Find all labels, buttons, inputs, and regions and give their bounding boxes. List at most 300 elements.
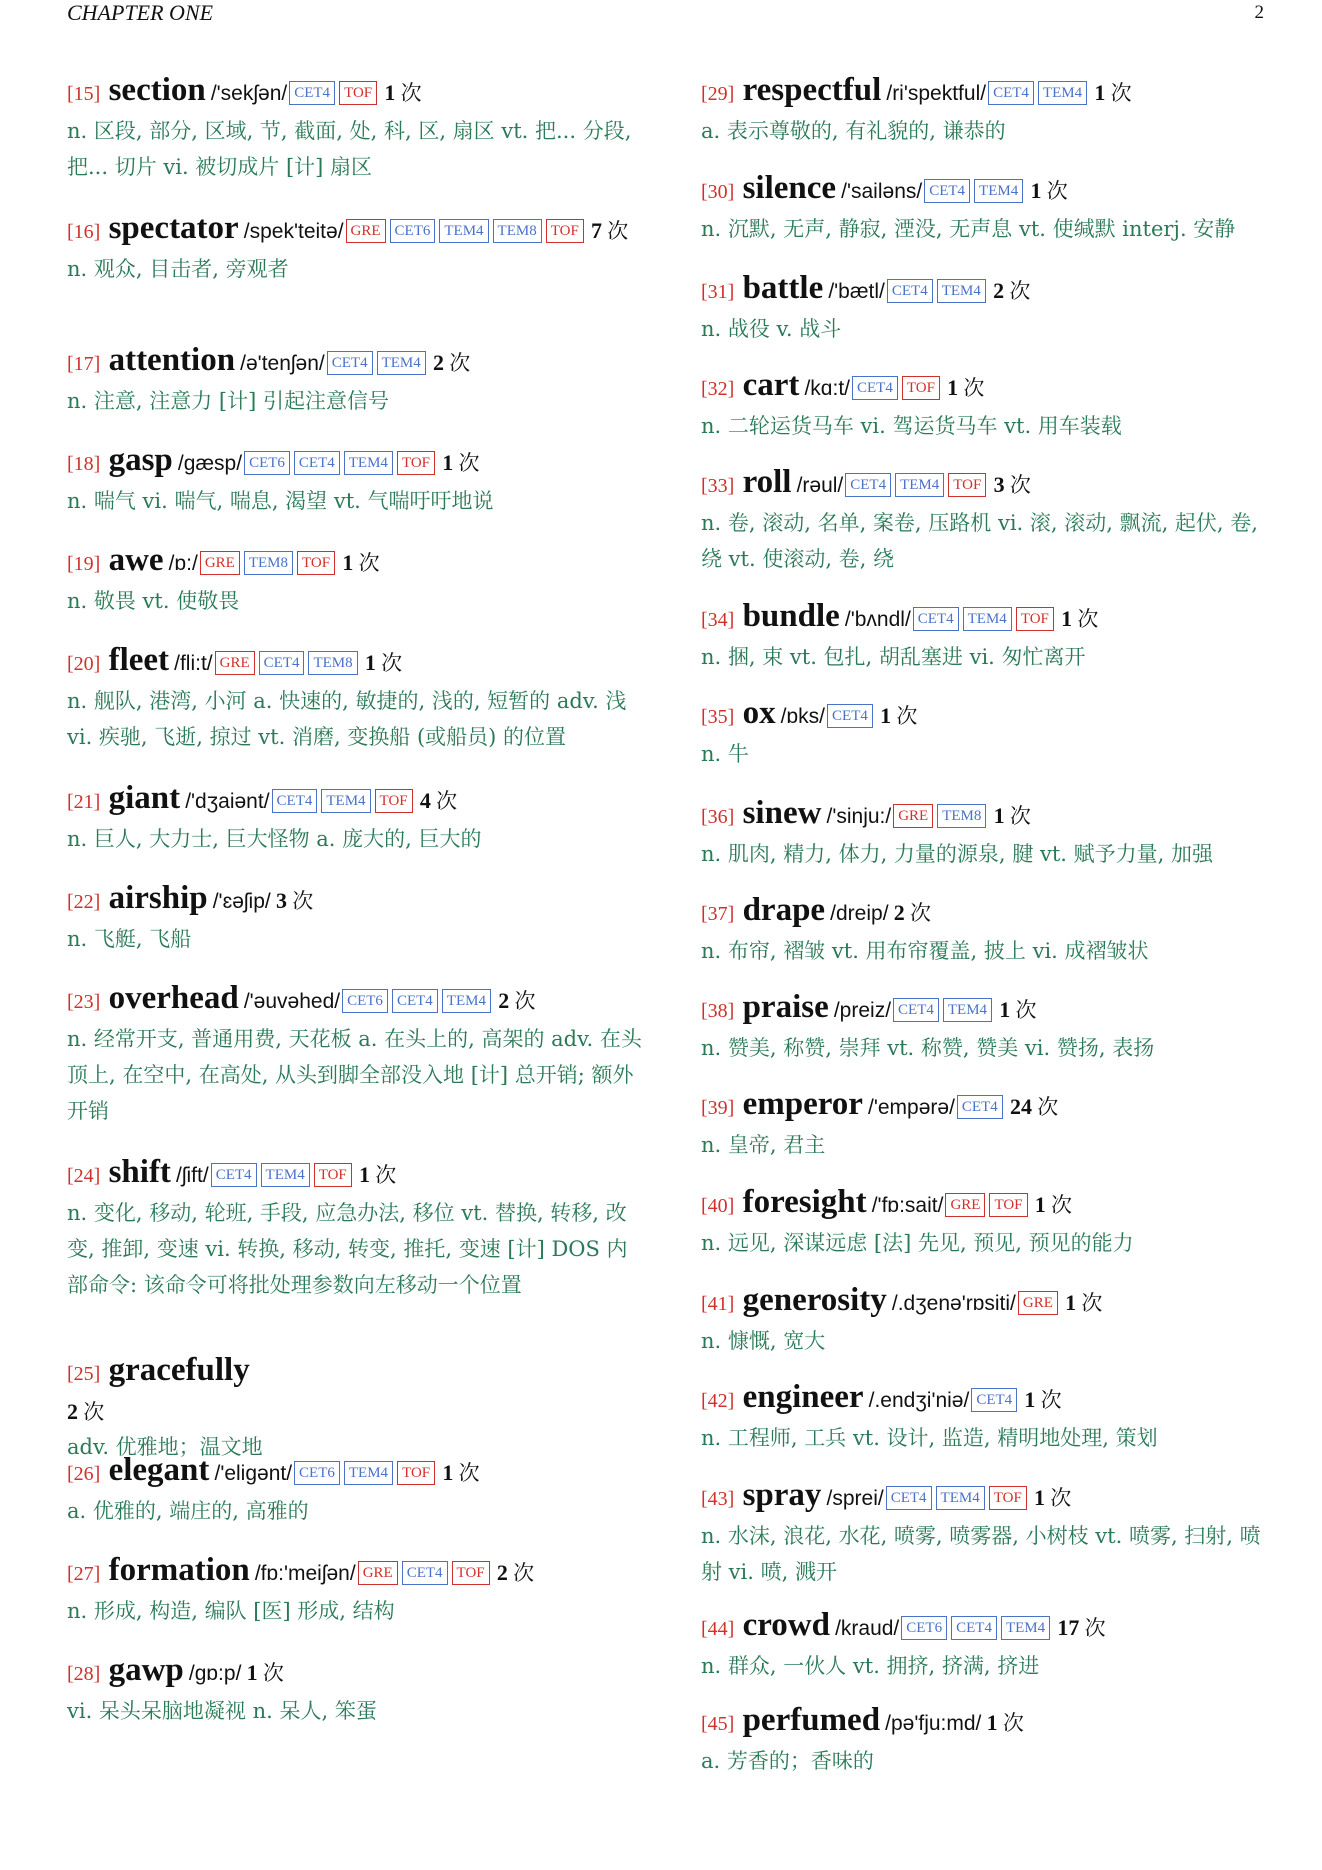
- entry-number: [35]: [701, 706, 735, 728]
- headword: attention: [100, 342, 236, 378]
- entry-number: [28]: [67, 1663, 101, 1685]
- dictionary-entry: [67, 978, 647, 1129]
- phonetic: /ri'spektful/: [886, 82, 987, 105]
- frequency-unit: 次: [458, 1461, 480, 1485]
- entry-headline: [701, 462, 1281, 507]
- phonetic: /spek'teitə/: [243, 220, 344, 243]
- frequency-count: [1030, 1193, 1073, 1217]
- frequency-unit: 次: [262, 1661, 284, 1685]
- exam-tag-badge: TOF: [397, 451, 435, 475]
- dictionary-entry: [67, 540, 647, 619]
- exam-tag-badge: GRE: [945, 1193, 985, 1217]
- frequency-unit: 次: [375, 1163, 397, 1187]
- exam-tag-badge: CET6: [901, 1616, 947, 1640]
- headword: silence: [734, 170, 837, 206]
- entry-number: [25]: [67, 1363, 101, 1385]
- headword: formation: [100, 1552, 250, 1588]
- frequency-count: [241, 1661, 284, 1685]
- frequency-unit: 次: [358, 551, 380, 575]
- headword: generosity: [734, 1282, 887, 1318]
- dictionary-entry: [701, 1700, 1281, 1779]
- exam-tag-badge: GRE: [346, 219, 386, 243]
- phonetic: /ɒ:/: [168, 552, 198, 575]
- exam-tag-badge: CET4: [988, 81, 1034, 105]
- entry-headline: [67, 340, 647, 385]
- exam-tag-badge: TEM4: [1038, 81, 1087, 105]
- headword: gracefully: [100, 1352, 250, 1388]
- exam-tag-badge: CET4: [327, 351, 373, 375]
- exam-tag-badge: TEM8: [244, 551, 293, 575]
- entry-headline: [67, 1450, 647, 1495]
- headword: sinew: [734, 795, 822, 831]
- exam-tag-badge: CET6: [244, 451, 290, 475]
- frequency-unit: 次: [1002, 1711, 1024, 1735]
- phonetic: /fli:t/: [174, 652, 213, 675]
- headword: overhead: [100, 980, 239, 1016]
- entry-headline: [701, 1084, 1281, 1129]
- frequency-count: [271, 889, 314, 913]
- entry-number: [22]: [67, 891, 101, 913]
- definition-text: n. 慷慨, 宽大: [701, 1329, 826, 1353]
- entry-number: [34]: [701, 609, 735, 631]
- phonetic: /.endʒi'niə/: [868, 1389, 970, 1412]
- frequency-unit: 次: [607, 219, 629, 243]
- definition-text: adv. 优雅地；温文地: [67, 1435, 263, 1459]
- entry-number: [33]: [701, 475, 735, 497]
- definition-text: n. 工程师, 工兵 vt. 设计, 监造, 精明地处理, 策划: [701, 1426, 1158, 1450]
- definition-text: n. 沉默, 无声, 静寂, 湮没, 无声息 vt. 使缄默 interj. 安静: [701, 217, 1236, 241]
- frequency-number: 1: [1030, 178, 1042, 203]
- headword: cart: [734, 367, 800, 403]
- exam-tag-badge: CET4: [924, 179, 970, 203]
- exam-tag-badge: CET4: [845, 473, 891, 497]
- frequency-unit: 次: [896, 704, 918, 728]
- phonetic: /kraud/: [835, 1617, 900, 1640]
- entry-headline: [701, 365, 1281, 410]
- frequency-number: 1: [1034, 1192, 1046, 1217]
- frequency-number: 1: [1065, 1290, 1077, 1315]
- phonetic: /'eligənt/: [214, 1462, 293, 1485]
- entry-number: [20]: [67, 653, 101, 675]
- entry-number: [26]: [67, 1463, 101, 1485]
- frequency-number: 3: [275, 888, 287, 913]
- definition-text: n. 群众, 一伙人 vt. 拥挤, 挤满, 挤进: [701, 1654, 1040, 1678]
- headword: foresight: [734, 1184, 867, 1220]
- frequency-unit: 次: [458, 451, 480, 475]
- dictionary-entry: [701, 1084, 1281, 1163]
- dictionary-entry: [701, 365, 1281, 444]
- definition-text: n. 观众, 目击者, 旁观者: [67, 257, 289, 281]
- entry-headline: [701, 168, 1281, 213]
- frequency-unit: 次: [963, 376, 985, 400]
- phonetic: /'sekʃən/: [210, 82, 288, 105]
- exam-tag-badge: TEM4: [321, 789, 370, 813]
- frequency-count: [981, 1711, 1024, 1735]
- phonetic: /'fɒ:sait/: [871, 1194, 944, 1217]
- exam-tag-badge: TOF: [397, 1461, 435, 1485]
- frequency-number: 1: [442, 450, 454, 475]
- entry-headline: [67, 70, 647, 115]
- frequency-unit: 次: [1110, 81, 1132, 105]
- entry-headline: [701, 70, 1281, 115]
- frequency-count: [1019, 1388, 1062, 1412]
- definition-text: n. 巨人, 大力士, 巨大怪物 a. 庞大的, 巨大的: [67, 827, 482, 851]
- frequency-number: 3: [993, 472, 1005, 497]
- entry-number: [37]: [701, 903, 735, 925]
- frequency-line: [67, 1395, 647, 1431]
- frequency-number: 1: [442, 1460, 454, 1485]
- frequency-count: [415, 789, 458, 813]
- frequency-unit: 次: [1015, 998, 1037, 1022]
- frequency-number: 1: [364, 650, 376, 675]
- entry-number: [39]: [701, 1097, 735, 1119]
- definition-text: n. 赞美, 称赞, 崇拜 vt. 称赞, 赞美 vi. 赞扬, 表扬: [701, 1036, 1155, 1060]
- exam-tag-badge: TOF: [375, 789, 413, 813]
- phonetic: /kɑ:t/: [804, 377, 850, 400]
- entry-headline: [701, 1182, 1281, 1227]
- frequency-count: [875, 704, 918, 728]
- exam-tag-badge: CET4: [294, 451, 340, 475]
- frequency-count: [428, 351, 471, 375]
- entry-headline: [67, 208, 647, 253]
- exam-tag-badge: TEM4: [439, 219, 488, 243]
- entry-headline: [67, 778, 647, 823]
- entry-headline: [701, 268, 1281, 313]
- entry-headline: [67, 1550, 647, 1595]
- exam-tag-badge: CET4: [259, 651, 305, 675]
- definition-text: n. 飞艇, 飞船: [67, 927, 192, 951]
- headword: spray: [734, 1477, 822, 1513]
- entry-headline: [701, 1475, 1281, 1520]
- frequency-number: 1: [999, 997, 1011, 1022]
- dictionary-entry: [701, 987, 1281, 1066]
- entry-number: [15]: [67, 83, 101, 105]
- frequency-count: [1052, 1616, 1106, 1640]
- phonetic: /'sailəns/: [841, 180, 923, 203]
- headword: emperor: [734, 1086, 863, 1122]
- headword: praise: [734, 989, 829, 1025]
- frequency-count: [67, 1400, 104, 1424]
- entry-number: [24]: [67, 1165, 101, 1187]
- exam-tag-badge: TEM4: [963, 607, 1012, 631]
- entry-number: [17]: [67, 353, 101, 375]
- dictionary-entry: [67, 778, 647, 857]
- frequency-number: 1: [359, 1162, 371, 1187]
- entry-number: [43]: [701, 1488, 735, 1510]
- entry-number: [41]: [701, 1293, 735, 1315]
- frequency-unit: 次: [381, 651, 403, 675]
- exam-tag-badge: GRE: [893, 804, 933, 828]
- exam-tag-badge: GRE: [358, 1561, 398, 1585]
- dictionary-entry: [67, 208, 647, 287]
- dictionary-entry: [701, 693, 1281, 772]
- frequency-number: 2: [498, 988, 510, 1013]
- entry-number: [40]: [701, 1195, 735, 1217]
- dictionary-entry: [701, 1280, 1281, 1359]
- frequency-number: 4: [419, 788, 431, 813]
- exam-tag-badge: TEM4: [1001, 1616, 1050, 1640]
- exam-tag-badge: CET4: [272, 789, 318, 813]
- phonetic: /'bʌndl/: [844, 608, 911, 631]
- frequency-count: [1056, 607, 1099, 631]
- entry-headline: [701, 1377, 1281, 1422]
- definition-text: n. 战役 v. 战斗: [701, 317, 842, 341]
- definition-text: n. 敬畏 vt. 使敬畏: [67, 589, 240, 613]
- frequency-number: 2: [993, 278, 1005, 303]
- frequency-unit: 次: [1040, 1388, 1062, 1412]
- headword: drape: [734, 892, 826, 928]
- headword: airship: [100, 880, 208, 916]
- frequency-count: [586, 219, 629, 243]
- headword: roll: [734, 464, 792, 500]
- dictionary-entry: [67, 340, 647, 419]
- exam-tag-badge: TEM4: [344, 451, 393, 475]
- frequency-number: 1: [947, 375, 959, 400]
- entry-headline: [67, 540, 647, 585]
- entry-headline: [67, 440, 647, 485]
- exam-tag-badge: CET6: [342, 989, 388, 1013]
- dictionary-entry: [67, 1152, 647, 1303]
- headword: awe: [100, 542, 164, 578]
- entry-number: [19]: [67, 553, 101, 575]
- entry-headline: [67, 1350, 647, 1395]
- frequency-count: [988, 804, 1031, 828]
- phonetic: /'əuvəhed/: [243, 990, 341, 1013]
- exam-tag-badge: TOF: [948, 473, 986, 497]
- exam-tag-badge: CET4: [951, 1616, 997, 1640]
- headword: giant: [100, 780, 181, 816]
- entry-headline: [701, 1280, 1281, 1325]
- exam-tag-badge: TOF: [546, 219, 584, 243]
- entry-headline: [67, 1152, 647, 1197]
- frequency-count: [354, 1163, 397, 1187]
- entry-number: [32]: [701, 378, 735, 400]
- dictionary-entry: [67, 640, 647, 755]
- frequency-unit: 次: [400, 81, 422, 105]
- frequency-unit: 次: [1046, 179, 1068, 203]
- dictionary-entry: [701, 462, 1281, 577]
- dictionary-entry: [67, 878, 647, 957]
- dictionary-entry: [67, 70, 647, 185]
- definition-text: a. 芳香的；香味的: [701, 1749, 874, 1773]
- definition-text: n. 二轮运货马车 vi. 驾运货马车 vt. 用车装载: [701, 414, 1122, 438]
- frequency-number: 1: [246, 1660, 258, 1685]
- headword: battle: [734, 270, 824, 306]
- entry-headline: [701, 693, 1281, 738]
- definition-text: n. 卷, 滚动, 名单, 案卷, 压路机 vi. 滚, 滚动, 飘流, 起伏, 卷, 绕 vt. 使滚动, 卷, 绕: [701, 511, 1258, 571]
- entry-number: [44]: [701, 1618, 735, 1640]
- frequency-count: [1060, 1291, 1103, 1315]
- dictionary-entry: [701, 1377, 1281, 1456]
- exam-tag-badge: TEM8: [493, 219, 542, 243]
- phonetic: /ə'tenʃən/: [240, 352, 325, 375]
- frequency-number: 2: [893, 900, 905, 925]
- entry-number: [30]: [701, 181, 735, 203]
- exam-tag-badge: CET4: [913, 607, 959, 631]
- dictionary-entry: [701, 1182, 1281, 1261]
- frequency-unit: 次: [1009, 473, 1031, 497]
- entry-number: [36]: [701, 806, 735, 828]
- headword: elegant: [100, 1452, 210, 1488]
- exam-tag-badge: TEM4: [974, 179, 1023, 203]
- dictionary-entry: [701, 168, 1281, 247]
- exam-tag-badge: TEM4: [377, 351, 426, 375]
- definition-text: n. 变化, 移动, 轮班, 手段, 应急办法, 移位 vt. 替换, 转移, 改变, 推卸, 变速 vi. 转换, 移动, 转变, 推托, 变速 [计] DOS 内部命令: 该命令可将批处理参数向左移动一个位置: [67, 1201, 628, 1297]
- exam-tag-badge: CET4: [289, 81, 335, 105]
- dictionary-entry: [701, 793, 1281, 872]
- exam-tag-badge: TOF: [452, 1561, 490, 1585]
- exam-tag-badge: CET4: [887, 279, 933, 303]
- exam-tag-badge: CET4: [392, 989, 438, 1013]
- definition-text: a. 优雅的, 端庄的, 高雅的: [67, 1499, 309, 1523]
- frequency-count: [492, 1561, 535, 1585]
- dictionary-entry: [67, 1650, 647, 1729]
- frequency-unit: 次: [1009, 804, 1031, 828]
- frequency-unit: 次: [1009, 279, 1031, 303]
- definition-text: n. 注意, 注意力 [计] 引起注意信号: [67, 389, 389, 413]
- definition-text: n. 肌肉, 精力, 体力, 力量的源泉, 腱 vt. 赋予力量, 加强: [701, 842, 1213, 866]
- entry-number: [29]: [701, 83, 735, 105]
- dictionary-entry: [67, 1450, 647, 1529]
- frequency-count: [493, 989, 536, 1013]
- headword: ox: [734, 695, 776, 731]
- entry-headline: [67, 978, 647, 1023]
- frequency-count: [942, 376, 985, 400]
- headword: respectful: [734, 72, 882, 108]
- frequency-count: [379, 81, 422, 105]
- headword: bundle: [734, 598, 840, 634]
- frequency-unit: 次: [292, 889, 314, 913]
- exam-tag-badge: GRE: [1018, 1291, 1058, 1315]
- frequency-unit: 次: [436, 789, 458, 813]
- frequency-count: [1029, 1486, 1072, 1510]
- definition-text: n. 经常开支, 普通用费, 天花板 a. 在头上的, 高架的 adv. 在头顶上, 在空中, 在高处, 从头到脚全部没入地 [计] 总开销; 额外开销: [67, 1027, 642, 1123]
- page-number: 2: [1254, 2, 1264, 23]
- exam-tag-badge: TEM4: [344, 1461, 393, 1485]
- frequency-count: [437, 1461, 480, 1485]
- phonetic: /preiz/: [833, 999, 892, 1022]
- phonetic: /'ɛəʃip/: [212, 890, 271, 913]
- entry-headline: [701, 1700, 1281, 1745]
- frequency-count: [360, 651, 403, 675]
- phonetic: /'dʒaiənt/: [185, 790, 270, 813]
- exam-tag-badge: TEM4: [936, 1486, 985, 1510]
- entry-number: [21]: [67, 791, 101, 813]
- entry-headline: [701, 890, 1281, 935]
- definition-text: n. 捆, 束 vt. 包扎, 胡乱塞进 vi. 匆忙离开: [701, 645, 1086, 669]
- exam-tag-badge: TOF: [902, 376, 940, 400]
- entry-headline: [701, 987, 1281, 1032]
- headword: gawp: [100, 1652, 184, 1688]
- exam-tag-badge: CET4: [957, 1095, 1003, 1119]
- definition-text: n. 喘气 vi. 喘气, 喘息, 渴望 vt. 气喘吁吁地说: [67, 489, 494, 513]
- exam-tag-badge: TOF: [989, 1193, 1027, 1217]
- frequency-unit: 次: [513, 1561, 535, 1585]
- dictionary-entry: [701, 596, 1281, 675]
- frequency-unit: 次: [1037, 1095, 1059, 1119]
- exam-tag-badge: CET4: [827, 704, 873, 728]
- frequency-number: 17: [1057, 1615, 1080, 1640]
- frequency-number: 1: [880, 703, 892, 728]
- definition-text: n. 远见, 深谋远虑 [法] 先见, 预见, 预见的能力: [701, 1231, 1134, 1255]
- headword: crowd: [734, 1607, 830, 1643]
- phonetic: /gɒ:p/: [188, 1662, 242, 1685]
- exam-tag-badge: CET4: [971, 1388, 1017, 1412]
- phonetic: /'sinju:/: [826, 805, 892, 828]
- frequency-number: 1: [986, 1710, 998, 1735]
- frequency-unit: 次: [83, 1400, 105, 1424]
- phonetic: /.dʒenə'rɒsiti/: [891, 1292, 1016, 1315]
- phonetic: /'bætl/: [828, 280, 885, 303]
- entry-headline: [701, 596, 1281, 641]
- frequency-count: [437, 451, 480, 475]
- entry-headline: [701, 1605, 1281, 1650]
- phonetic: /rəul/: [796, 474, 844, 497]
- exam-tag-badge: CET4: [852, 376, 898, 400]
- frequency-number: 24: [1010, 1094, 1032, 1119]
- dictionary-entry: [701, 1605, 1281, 1684]
- exam-tag-badge: TEM4: [895, 473, 944, 497]
- frequency-count: [1025, 179, 1068, 203]
- phonetic: /fɒ:'meiʃən/: [254, 1562, 356, 1585]
- exam-tag-badge: CET6: [390, 219, 436, 243]
- frequency-count: [1089, 81, 1132, 105]
- entry-headline: [67, 1650, 647, 1695]
- headword: gasp: [100, 442, 173, 478]
- frequency-count: [988, 279, 1031, 303]
- frequency-unit: 次: [1077, 607, 1099, 631]
- exam-tag-badge: TOF: [1016, 607, 1054, 631]
- frequency-unit: 次: [1050, 1486, 1072, 1510]
- phonetic: /pə'fju:md/: [885, 1712, 982, 1735]
- definition-text: n. 水沫, 浪花, 水花, 喷雾, 喷雾器, 小树枝 vt. 喷雾, 扫射, 喷射 vi. 喷, 溅开: [701, 1524, 1261, 1584]
- entry-number: [38]: [701, 1000, 735, 1022]
- definition-text: n. 牛: [701, 742, 749, 766]
- headword: section: [100, 72, 206, 108]
- exam-tag-badge: TOF: [339, 81, 377, 105]
- headword: perfumed: [734, 1702, 881, 1738]
- frequency-number: 2: [433, 350, 445, 375]
- dictionary-entry: [67, 1550, 647, 1629]
- exam-tag-badge: TEM8: [937, 804, 986, 828]
- dictionary-entry: [701, 890, 1281, 969]
- dictionary-entry: [701, 268, 1281, 347]
- entry-number: [27]: [67, 1563, 101, 1585]
- exam-tag-badge: TOF: [297, 551, 335, 575]
- exam-tag-badge: GRE: [200, 551, 240, 575]
- frequency-number: 1: [342, 550, 354, 575]
- headword: spectator: [100, 210, 239, 246]
- definition-text: n. 区段, 部分, 区域, 节, 截面, 处, 科, 区, 扇区 vt. 把... 分段, 把... 切片 vi. 被切成片 [计] 扇区: [67, 119, 632, 179]
- entry-headline: [67, 878, 647, 923]
- frequency-unit: 次: [449, 351, 471, 375]
- frequency-number: 1: [1034, 1485, 1046, 1510]
- phonetic: /'empərə/: [868, 1096, 955, 1119]
- exam-tag-badge: CET4: [886, 1486, 932, 1510]
- frequency-count: [337, 551, 380, 575]
- frequency-number: 1: [993, 803, 1005, 828]
- entry-number: [23]: [67, 991, 101, 1013]
- exam-tag-badge: TEM4: [442, 989, 491, 1013]
- phonetic: /sprei/: [826, 1487, 884, 1510]
- frequency-unit: 次: [1084, 1616, 1106, 1640]
- entry-number: [31]: [701, 281, 735, 303]
- phonetic: /gæsp/: [177, 452, 243, 475]
- exam-tag-badge: CET6: [294, 1461, 340, 1485]
- definition-text: n. 皇帝, 君主: [701, 1133, 826, 1157]
- headword: shift: [100, 1154, 171, 1190]
- frequency-count: [994, 998, 1037, 1022]
